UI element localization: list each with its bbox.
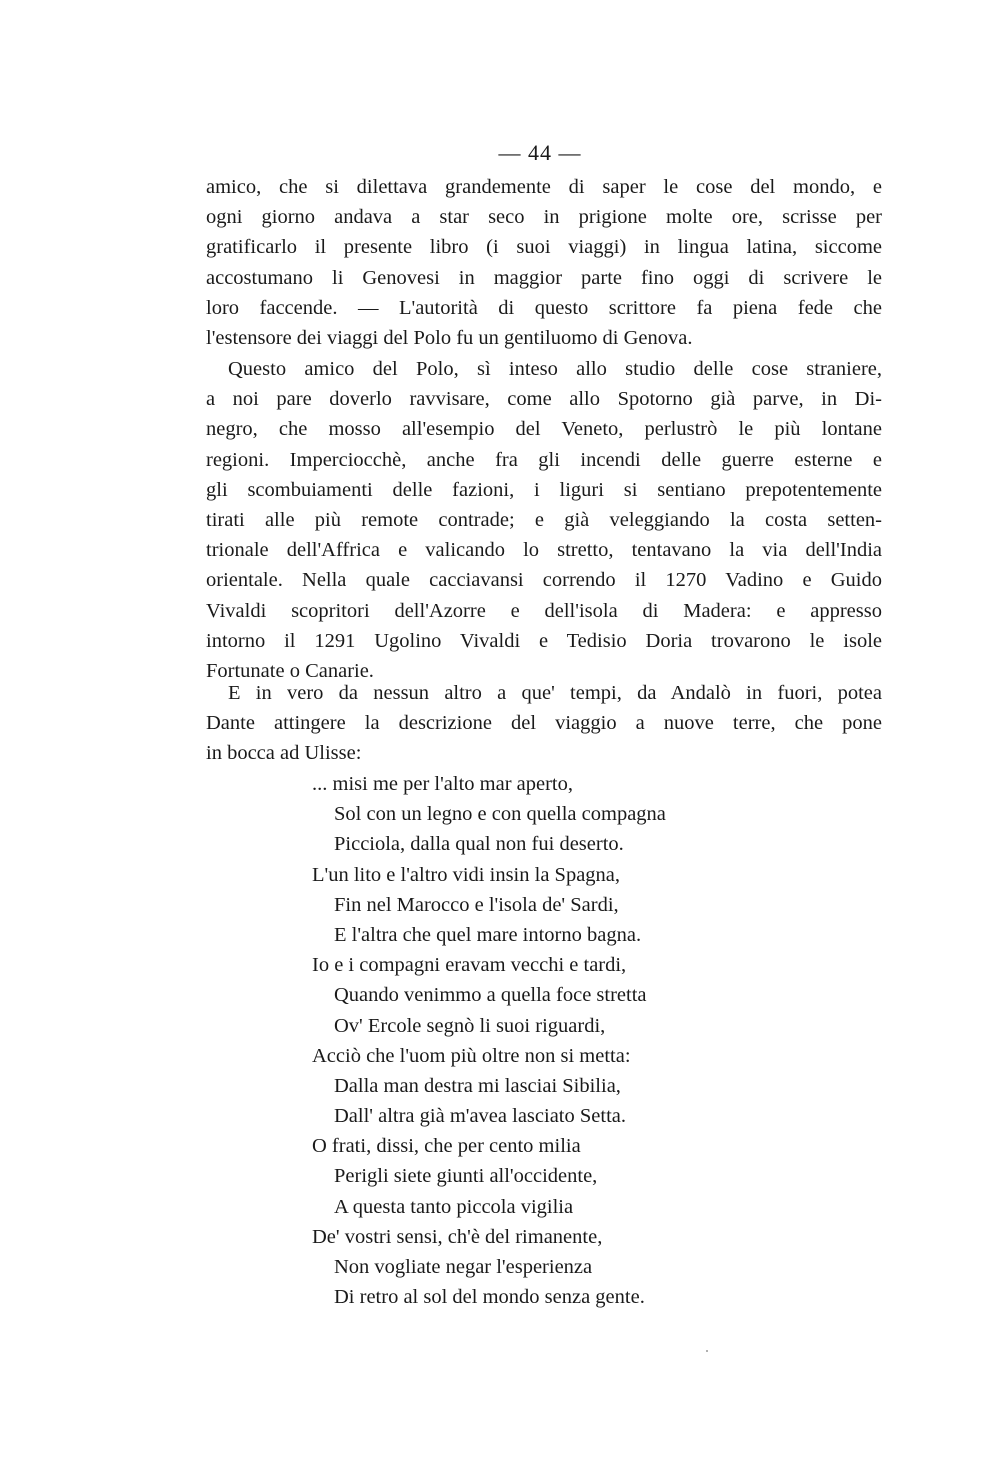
text-line: orientale. Nella quale cacciavansi correndo il 1270 Vadino e Guido: [206, 569, 882, 592]
text-line: in bocca ad Ulisse:: [206, 742, 362, 765]
verse-line: Non vogliate negar l'esperienza: [334, 1256, 593, 1278]
verse-quotation: [312, 769, 666, 1312]
text-line: a noi pare doverlo ravvisare, come allo Spotorno già parve, in Di-: [206, 388, 882, 411]
text-line: Dante attingere la descrizione del viaggio a nuove terre, che pone: [206, 712, 882, 735]
text-line: l'estensore dei viaggi del Polo fu un gentiluomo di Genova.: [206, 326, 693, 349]
text-line: E in vero da nessun altro a que' tempi, da Andalò in fuori, potea: [228, 682, 882, 704]
text-line: trionale dell'Affrica e valicando lo stretto, tentavano la via dell'India: [206, 539, 882, 562]
text-line: Vivaldi scopritori dell'Azorre e dell'isola di Madera: e appresso: [206, 599, 882, 622]
verse-line: Io e i compagni eravam vecchi e tardi,: [312, 954, 627, 977]
verse-line: O frati, dissi, che per cento milia: [312, 1135, 581, 1158]
text-line: amico, che si dilettava grandemente di saper le cose del mondo, e: [206, 176, 882, 198]
text-line: gli scombuiamenti delle fazioni, i liguri si sentiano prepotentemente: [206, 478, 882, 501]
verse-line: Perigli siete giunti all'occidente,: [334, 1165, 598, 1188]
paragraph-3: [206, 678, 882, 769]
text-line: gratificarlo il presente libro (i suoi viaggi) in lingua latina, siccome: [206, 236, 882, 259]
text-line: regioni. Imperciocchè, anche fra gli incendi delle guerre esterne e: [206, 448, 882, 471]
verse-line: Acciò che l'uom più oltre non si metta:: [312, 1044, 631, 1067]
text-line: loro faccende. — L'autorità di questo scrittore fa piena fede che: [206, 296, 882, 319]
verse-line: Sol con un legno e con quella compagna: [334, 803, 666, 826]
verse-line: Fin nel Marocco e l'isola de' Sardi,: [334, 893, 619, 916]
page-number: — 44 —: [498, 140, 582, 165]
text-line: intorno il 1291 Ugolino Vivaldi e Tedisio Doria trovarono le isole: [206, 629, 882, 652]
text-line: Fortunate o Canarie.: [206, 659, 374, 682]
verse-line: L'un lito e l'altro vidi insin la Spagna,: [312, 863, 621, 886]
verse-line: Dall' altra già m'avea lasciato Setta.: [334, 1105, 626, 1128]
verse-line: E l'altra che quel mare intorno bagna.: [334, 923, 642, 946]
text-line: ogni giorno andava a star seco in prigione molte ore, scrisse per: [206, 206, 882, 229]
paragraph-2: [206, 354, 882, 686]
verse-line: Quando venimmo a quella foce stretta: [334, 984, 647, 1007]
verse-line: ... misi me per l'alto mar aperto,: [312, 773, 574, 795]
text-line: accostumano li Genovesi in maggior parte fino oggi di scrivere le: [206, 266, 882, 289]
text-line: negro, che mosso all'esempio del Veneto, perlustrò le più lontane: [206, 418, 882, 441]
verse-line: Ov' Ercole segnò li suoi riguardi,: [334, 1014, 606, 1037]
verse-line: Picciola, dalla qual non fui deserto.: [334, 833, 624, 856]
text-line: tirati alle più remote contrade; e già veleggiando la costa setten-: [206, 508, 882, 531]
text-line: Questo amico del Polo, sì inteso allo studio delle cose straniere,: [228, 358, 882, 380]
verse-line: Dalla man destra mi lasciai Sibilia,: [334, 1074, 621, 1097]
paper-speck: [706, 1350, 708, 1352]
paragraph-1: [206, 172, 882, 353]
verse-line: Di retro al sol del mondo senza gente.: [334, 1286, 645, 1309]
verse-line: A questa tanto piccola vigilia: [334, 1195, 574, 1218]
verse-line: De' vostri sensi, ch'è del rimanente,: [312, 1225, 603, 1248]
